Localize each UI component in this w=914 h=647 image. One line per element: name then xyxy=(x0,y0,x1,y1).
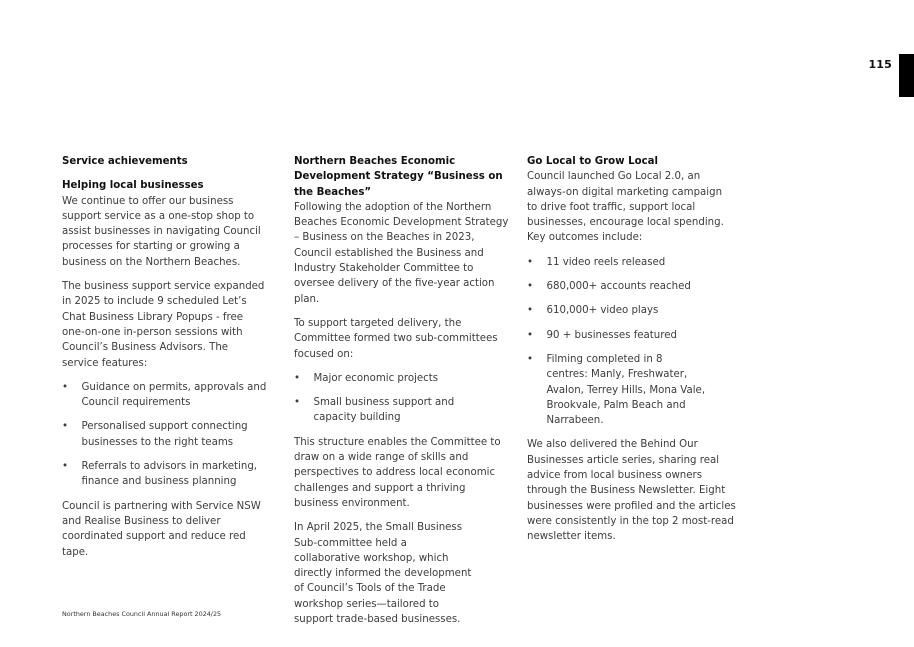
paragraph: Following the adoption of the Northern Beaches Economic Development Strategy – Business on the Beaches in 2023, Council established the Business and Industry Stakeholder Committee to oversee delivery of the five-year action plan. xyxy=(294,201,509,305)
bullet-icon: • xyxy=(527,329,534,341)
paragraph: Council launched Go Local 2.0, an always-on digital marketing campaign to drive foot traffic, support local businesses, encourage local spending. Key outcomes include: xyxy=(527,171,724,244)
list-item: • Guidance on permits, approvals and Council requirements xyxy=(62,381,267,409)
list-item: • Small business support and capacity building xyxy=(294,397,455,424)
paragraph: We continue to offer our business support service as a one-stop shop to assist businesses in navigating Council processes for starting or growing a business on the Northern Beaches. xyxy=(62,195,261,268)
paragraph: To support targeted delivery, the Committee formed two sub-committees focused on: xyxy=(294,317,498,360)
section-title: Service achievements xyxy=(62,156,188,167)
column-middle xyxy=(294,154,509,636)
list-item: • 680,000+ accounts reached xyxy=(527,279,742,294)
bullet-icon: • xyxy=(527,353,534,365)
list-item: • 11 video reels released xyxy=(527,255,742,270)
paragraph: Council is partnering with Service NSW and Realise Business to deliver coordinated support and reduce red tape. xyxy=(62,500,261,558)
heading-helping-local-businesses: Helping local businesses xyxy=(62,180,204,192)
paragraph: The business support service expanded in 2025 to include 9 scheduled Let’s Chat Business Library Popups - free one-on-one in-person sessions with Council’s Business Advisors. The service features: xyxy=(62,281,265,369)
list-item: • Major economic projects xyxy=(294,371,509,386)
paragraph: This structure enables the Committee to draw on a wide range of skills and perspectives to address local economic challenges and support a thriving business environment. xyxy=(294,436,501,509)
list-item: • Referrals to advisors in marketing, finance and business planning xyxy=(62,461,258,488)
bullet-icon: • xyxy=(527,305,534,317)
list-item: • 90 + businesses featured xyxy=(527,328,742,343)
section-tab-marker xyxy=(899,54,914,97)
sub-committees-list xyxy=(294,371,509,426)
list-item: • 610,000+ video plays xyxy=(527,303,742,318)
bullet-icon: • xyxy=(294,372,301,384)
bullet-icon: • xyxy=(62,461,69,473)
list-item: • Personalised support connecting businesses to the right teams xyxy=(62,421,248,448)
column-left xyxy=(62,154,267,569)
heading-go-local: Go Local to Grow Local xyxy=(527,156,659,167)
footer-report-title: Northern Beaches Council Annual Report 2024/25 xyxy=(62,610,222,618)
bullet-icon: • xyxy=(527,281,534,293)
heading-economic-development-strategy: Northern Beaches Economic Development Strategy “Business on the Beaches” xyxy=(294,156,503,198)
list-item: • Filming completed in 8 centres: Manly, Freshwater, Avalon, Terrey Hills, Mona Vale, Brookvale, Palm Beach and Narrabeen. xyxy=(527,353,706,427)
bullet-icon: • xyxy=(527,256,534,268)
paragraph: We also delivered the Behind Our Businesses article series, sharing real advice from local business owners through the Business Newsletter. Eight businesses were profiled and the articles were consistently in the top 2 most-read newsletter items. xyxy=(527,439,736,543)
column-right xyxy=(527,154,742,554)
bullet-icon: • xyxy=(62,421,69,433)
bullet-icon: • xyxy=(294,397,301,409)
paragraph: In April 2025, the Small Business Sub-committee held a collaborative workshop, which directly informed the development of Council’s Tools of the Trade workshop series—tailored to support trade-based businesses. xyxy=(294,522,472,626)
bullet-icon: • xyxy=(62,381,69,393)
service-features-list xyxy=(62,380,267,490)
page-number: 115 xyxy=(868,58,892,71)
key-outcomes-list xyxy=(527,255,742,429)
